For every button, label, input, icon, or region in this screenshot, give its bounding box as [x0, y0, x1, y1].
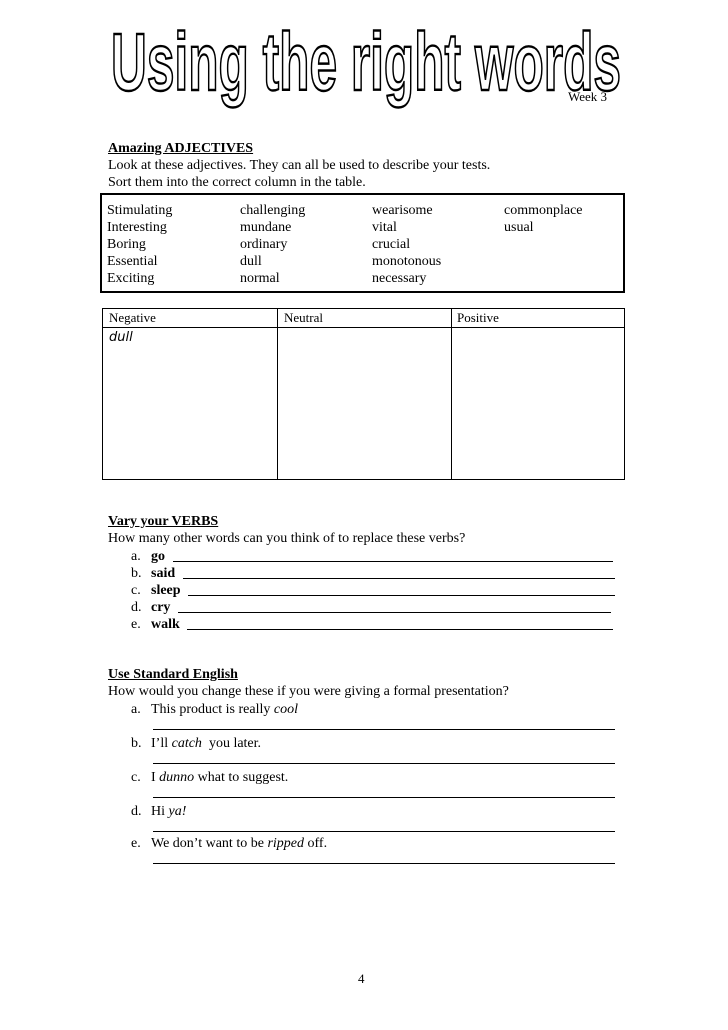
adjective-word: monotonous — [372, 254, 442, 269]
item-letter: c. — [131, 583, 141, 598]
adjective-word: necessary — [372, 271, 427, 286]
phrase-text: what to suggest. — [194, 770, 289, 785]
adjectives-heading: Amazing ADJECTIVES — [108, 141, 254, 156]
verb-word: cry — [151, 600, 171, 615]
page-title — [106, 17, 626, 108]
standard-english-heading: Use Standard English — [108, 667, 238, 682]
answer-line[interactable] — [187, 629, 613, 630]
verb-word: sleep — [151, 583, 181, 598]
phrase-text: you later. — [201, 736, 262, 751]
item-letter: c. — [131, 770, 141, 785]
phrase-item — [131, 803, 186, 820]
answer-line[interactable] — [153, 729, 615, 730]
slang-word: ya! — [168, 804, 187, 819]
item-letter: e. — [131, 617, 141, 632]
column-header-neutral: Neutral — [284, 310, 323, 325]
adjective-word: crucial — [372, 237, 411, 252]
adjective-word: commonplace — [504, 203, 583, 218]
item-letter: b. — [131, 736, 142, 751]
adjective-column-1 — [107, 202, 172, 287]
item-letter: d. — [131, 804, 142, 819]
verb-word: go — [151, 549, 165, 564]
phrase-text: We don’t want to be — [151, 836, 268, 851]
phrase-text: This product is really — [151, 702, 274, 717]
adjectives-instruction-1: Look at these adjectives. They can all be used to describe your tests. — [108, 158, 491, 173]
page-title-text: Using the right words — [111, 17, 621, 108]
verb-item — [131, 616, 180, 633]
adjective-column-3 — [372, 202, 441, 287]
adjective-word: Exciting — [107, 271, 155, 286]
verb-item — [131, 582, 181, 599]
answer-line[interactable] — [188, 595, 615, 596]
answer-line[interactable] — [153, 797, 615, 798]
adjective-word: Essential — [107, 254, 158, 269]
verbs-question: How many other words can you think of to replace these verbs? — [108, 531, 466, 546]
phrase-text: Hi — [151, 804, 169, 819]
adjective-word: usual — [504, 220, 534, 235]
adjective-word-box — [100, 193, 625, 293]
item-letter: a. — [131, 702, 141, 717]
adjective-word: wearisome — [372, 203, 433, 218]
item-letter: a. — [131, 549, 141, 564]
adjective-word: dull — [240, 254, 262, 269]
item-letter: d. — [131, 600, 142, 615]
phrase-item — [131, 835, 327, 852]
verb-item — [131, 599, 170, 616]
item-letter: e. — [131, 836, 141, 851]
phrase-text: I — [151, 770, 160, 785]
adjectives-instruction-2: Sort them into the correct column in the table. — [108, 175, 366, 190]
adjective-word: normal — [240, 271, 280, 286]
week-label: Week 3 — [568, 89, 608, 104]
phrase-item — [131, 735, 261, 752]
answer-line[interactable] — [153, 863, 615, 864]
phrase-item — [131, 701, 298, 718]
verbs-heading: Vary your VERBS — [108, 514, 219, 529]
slang-word: cool — [273, 702, 298, 717]
answer-line[interactable] — [173, 561, 613, 562]
answer-line[interactable] — [178, 612, 611, 613]
adjective-word: Boring — [107, 237, 146, 252]
column-header-positive: Positive — [457, 310, 499, 325]
verb-word: walk — [151, 617, 180, 632]
answer-line[interactable] — [183, 578, 615, 579]
phrase-item — [131, 769, 288, 786]
slang-word: catch — [171, 736, 202, 751]
item-letter: b. — [131, 566, 142, 581]
answer-line[interactable] — [153, 831, 615, 832]
column-divider — [277, 309, 278, 479]
negative-column-entry[interactable]: dull — [109, 330, 133, 345]
column-header-negative: Negative — [109, 310, 156, 325]
slang-word: ripped — [267, 836, 304, 851]
verb-item — [131, 548, 165, 565]
slang-word: dunno — [159, 770, 195, 785]
adjective-word: vital — [372, 220, 397, 235]
adjective-column-4 — [504, 202, 583, 236]
phrase-text: I’ll — [151, 736, 172, 751]
adjective-word: challenging — [240, 203, 306, 218]
phrase-text: off. — [304, 836, 328, 851]
adjective-word: ordinary — [240, 237, 288, 252]
sorting-table — [102, 308, 625, 480]
adjective-column-2 — [240, 202, 305, 287]
verb-word: said — [151, 566, 176, 581]
adjective-word: mundane — [240, 220, 292, 235]
adjective-word: Interesting — [107, 220, 167, 235]
verb-item — [131, 565, 175, 582]
page-number: 4 — [358, 971, 365, 986]
column-divider — [451, 309, 452, 479]
answer-line[interactable] — [153, 763, 615, 764]
adjective-word: Stimulating — [107, 203, 173, 218]
sorting-table-header-row — [103, 309, 624, 328]
standard-english-question: How would you change these if you were giving a formal presentation? — [108, 684, 509, 699]
